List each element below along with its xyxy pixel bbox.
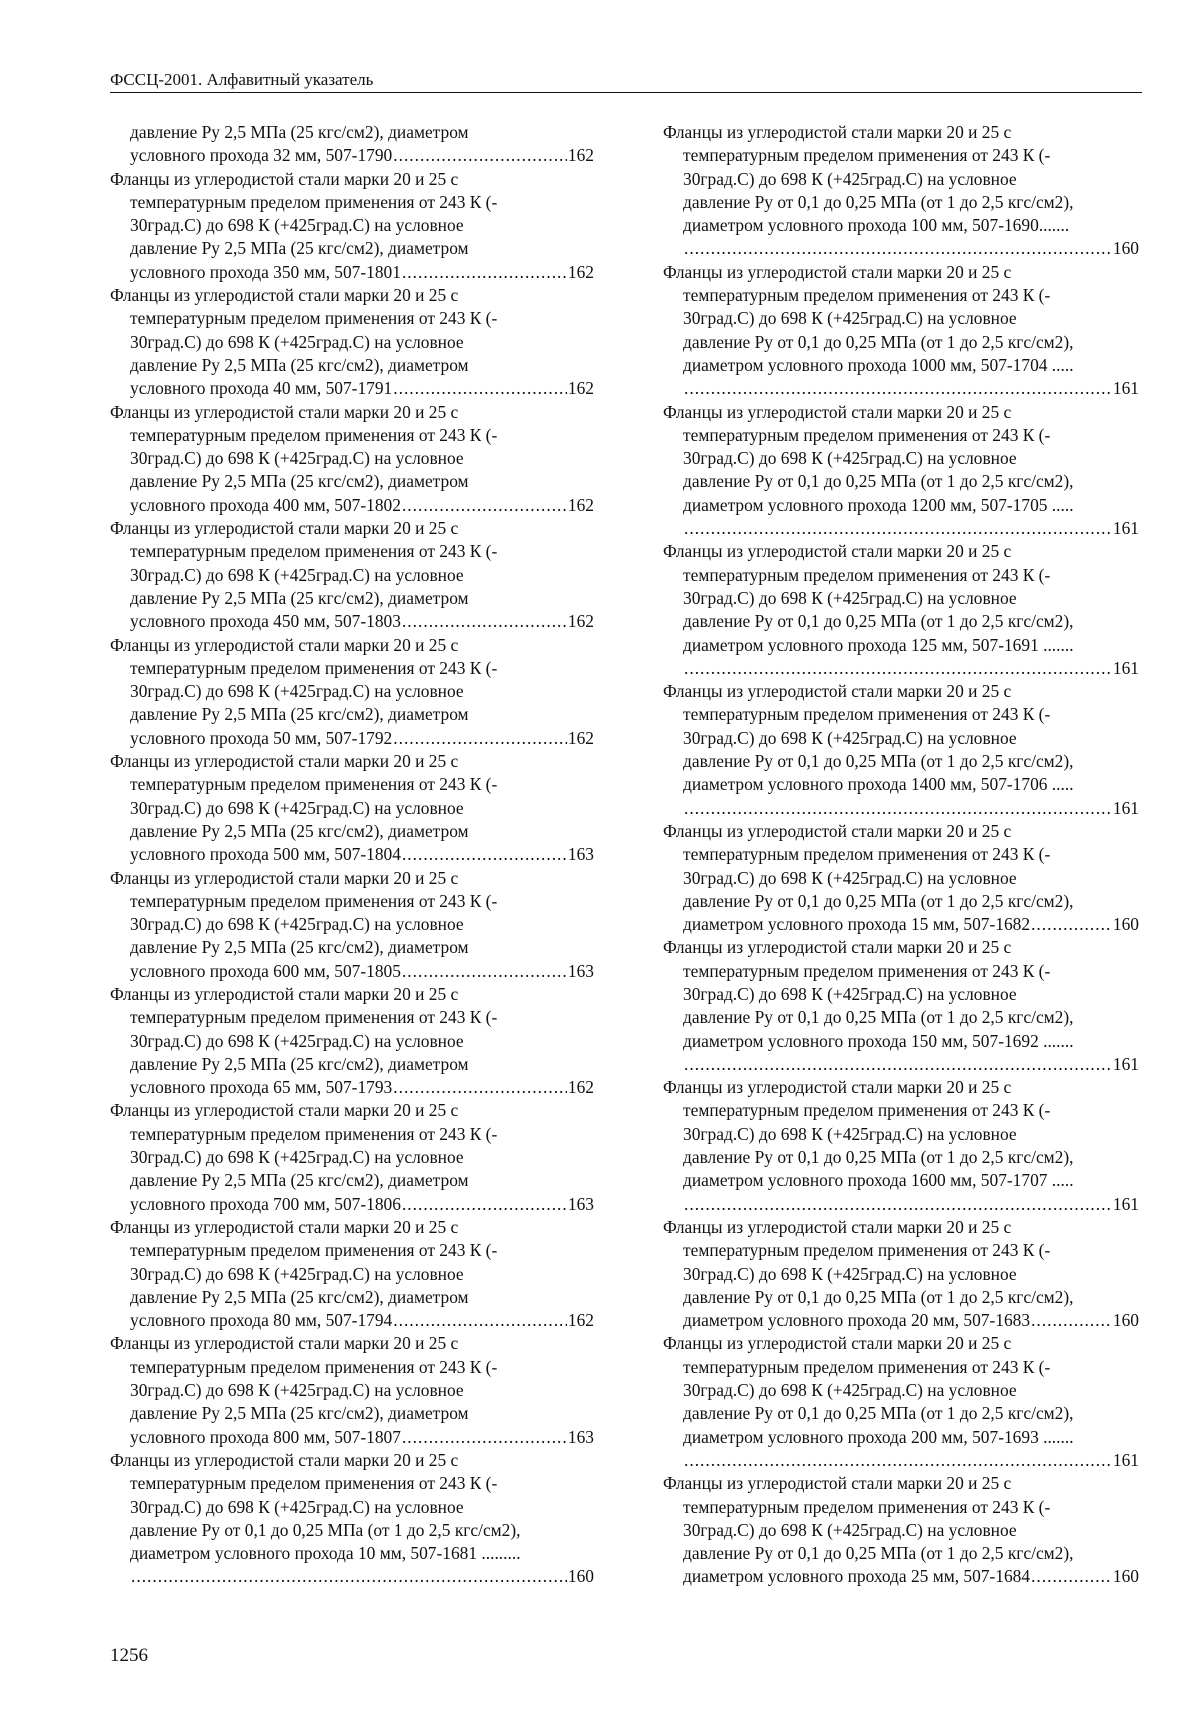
dot-leader (393, 377, 567, 400)
entry-title-line: Фланцы из углеродистой стали марки 20 и 25 с (663, 1216, 1012, 1237)
entry-text-line: 30град.С) до 698 К (+425град.С) на условное (683, 1123, 1017, 1144)
entry-text-line: давление Ру 2,5 МПа (25 кгс/см2), диаметром (130, 471, 469, 492)
entry-title-line: Фланцы из углеродистой стали марки 20 и 25 с (110, 751, 459, 772)
entry-text-line: температурным пределом применения от 243 К (- (683, 1100, 1051, 1121)
entry-text-line: температурным пределом применения от 243 К (- (130, 424, 498, 445)
entry-text-line: температурным пределом применения от 243 К (- (683, 1240, 1051, 1261)
entry-text-line: температурным пределом применения от 243 К (- (130, 541, 498, 562)
entry-text-line: 30град.С) до 698 К (+425град.С) на условное (683, 308, 1017, 329)
entry-page-ref-line (663, 1449, 1139, 1472)
dot-leader (402, 1426, 567, 1449)
entry-page-number: 162 (567, 261, 594, 282)
entry-text-line: 30град.С) до 698 К (+425град.С) на условное (130, 797, 464, 818)
entry-text-line: давление Ру 2,5 МПа (25 кгс/см2), диаметром (130, 1053, 469, 1074)
index-entry (663, 401, 1139, 541)
entry-page-ref-line (110, 494, 594, 517)
entry-text-line: условного прохода 40 мм, 507-1791 (130, 378, 393, 399)
entry-title-line: Фланцы из углеродистой стали марки 20 и 25 с (110, 401, 459, 422)
entry-text-line: давление Ру от 0,1 до 0,25 МПа (от 1 до 2,5 кгс/см2), (130, 1519, 521, 1540)
entry-text-line: давление Ру от 0,1 до 0,25 МПа (от 1 до 2,5 кгс/см2), (683, 471, 1074, 492)
entry-text-line: 30град.С) до 698 К (+425град.С) на условное (130, 1263, 464, 1284)
dot-leader (684, 377, 1112, 400)
dot-leader (684, 797, 1112, 820)
entry-page-ref-line (110, 960, 594, 983)
index-entry (663, 936, 1139, 1076)
entry-page-number: 160 (567, 1566, 594, 1587)
index-entry (110, 1449, 594, 1589)
entry-page-number: 160 (1112, 914, 1139, 935)
entry-text-line: давление Ру 2,5 МПа (25 кгс/см2), диаметром (130, 1170, 469, 1191)
entry-title-line: Фланцы из углеродистой стали марки 20 и 25 с (110, 518, 459, 539)
entry-text-line: температурным пределом применения от 243 К (- (683, 285, 1051, 306)
entry-page-ref-line (110, 610, 594, 633)
entry-title-line: Фланцы из углеродистой стали марки 20 и 25 с (663, 261, 1012, 282)
entry-text-line: условного прохода 350 мм, 507-1801 (130, 261, 401, 282)
index-entry (110, 1332, 594, 1448)
entry-text-line: температурным пределом применения от 243 К (- (683, 564, 1051, 585)
entry-text-line: температурным пределом применения от 243 К (- (130, 191, 498, 212)
entry-text-line: условного прохода 500 мм, 507-1804 (130, 844, 401, 865)
entry-text-line: температурным пределом применения от 243 К (- (683, 844, 1051, 865)
entry-text-line: температурным пределом применения от 243 К (- (683, 704, 1051, 725)
entry-page-number: 161 (1112, 1449, 1139, 1470)
dot-leader (393, 1309, 567, 1332)
entry-text-line: давление Ру от 0,1 до 0,25 МПа (от 1 до 2,5 кгс/см2), (683, 1286, 1074, 1307)
entry-text-line: температурным пределом применения от 243 К (- (130, 1007, 498, 1028)
entry-page-number: 160 (1112, 238, 1139, 259)
entry-text-line: условного прохода 800 мм, 507-1807 (130, 1426, 401, 1447)
entry-text-line: температурным пределом применения от 243 К (- (130, 1473, 498, 1494)
entry-page-number: 162 (567, 611, 594, 632)
entry-page-ref-line (110, 144, 594, 167)
entry-text-line: диаметром условного прохода 1200 мм, 507-1705 ..... (683, 494, 1074, 515)
index-entry (663, 540, 1139, 680)
dot-leader (402, 843, 567, 866)
entry-text-line: температурным пределом применения от 243 К (- (130, 1123, 498, 1144)
index-entry (663, 820, 1139, 936)
entry-text-line: диаметром условного прохода 125 мм, 507-1691 ....... (683, 634, 1074, 655)
entry-text-line: 30град.С) до 698 К (+425град.С) на условное (130, 215, 464, 236)
entry-page-ref-line (663, 913, 1139, 936)
entry-page-ref-line (110, 727, 594, 750)
entry-text-line: давление Ру от 0,1 до 0,25 МПа (от 1 до 2,5 кгс/см2), (683, 751, 1074, 772)
entry-text-line: 30град.С) до 698 К (+425град.С) на условное (130, 448, 464, 469)
entry-page-ref-line (110, 1309, 594, 1332)
entry-text-line: температурным пределом применения от 243 К (- (130, 308, 498, 329)
dot-leader (684, 657, 1112, 680)
entry-page-ref-line (663, 1053, 1139, 1076)
entry-page-number: 161 (1112, 657, 1139, 678)
dot-leader (402, 610, 567, 633)
dot-leader (1031, 913, 1112, 936)
entry-text-line: диаметром условного прохода 150 мм, 507-1692 ....... (683, 1030, 1074, 1051)
index-column-right (663, 121, 1139, 1589)
dot-leader (393, 1076, 567, 1099)
entry-text-line: 30град.С) до 698 К (+425град.С) на условное (130, 914, 464, 935)
entry-page-ref-line (110, 1565, 594, 1588)
entry-text-line: диаметром условного прохода 25 мм, 507-1684 (683, 1566, 1031, 1587)
entry-text-line: условного прохода 600 мм, 507-1805 (130, 960, 401, 981)
entry-text-line: давление Ру 2,5 МПа (25 кгс/см2), диаметром (130, 704, 469, 725)
entry-title-line: Фланцы из углеродистой стали марки 20 и 25 с (663, 122, 1012, 142)
entry-page-ref-line (110, 843, 594, 866)
entry-title-line: Фланцы из углеродистой стали марки 20 и 25 с (663, 820, 1012, 841)
entry-text-line: 30град.С) до 698 К (+425град.С) на условное (130, 681, 464, 702)
index-entry (110, 284, 594, 400)
entry-text-line: условного прохода 400 мм, 507-1802 (130, 494, 401, 515)
index-entry (110, 750, 594, 866)
entry-page-ref-line (663, 377, 1139, 400)
entry-text-line: температурным пределом применения от 243 К (- (683, 1496, 1051, 1517)
entry-text-line: температурным пределом применения от 243 К (- (683, 424, 1051, 445)
entry-page-ref-line (663, 797, 1139, 820)
entry-text-line: давление Ру от 0,1 до 0,25 МПа (от 1 до 2,5 кгс/см2), (683, 1543, 1074, 1564)
entry-page-number: 162 (567, 494, 594, 515)
entry-page-number: 163 (567, 844, 594, 865)
entry-page-number: 162 (567, 145, 594, 166)
entry-text-line: давление Ру 2,5 МПа (25 кгс/см2), диаметром (130, 238, 469, 259)
entry-page-number: 161 (1112, 378, 1139, 399)
entry-page-ref-line (110, 261, 594, 284)
entry-text-line: температурным пределом применения от 243 К (- (683, 145, 1051, 166)
entry-page-number: 161 (1112, 1193, 1139, 1214)
entry-page-ref-line (663, 237, 1139, 260)
entry-page-number: 162 (567, 1310, 594, 1331)
entry-title-line: Фланцы из углеродистой стали марки 20 и 25 с (110, 1100, 459, 1121)
entry-text-line: условного прохода 65 мм, 507-1793 (130, 1077, 393, 1098)
dot-leader (393, 144, 567, 167)
index-entry (110, 634, 594, 750)
entry-page-number: 163 (567, 960, 594, 981)
entry-page-ref-line (110, 1426, 594, 1449)
entry-page-number: 161 (1112, 518, 1139, 539)
dot-leader (402, 1193, 567, 1216)
index-entry (110, 1099, 594, 1215)
index-entry (663, 1332, 1139, 1472)
index-entry (663, 261, 1139, 401)
entry-text-line: давление Ру 2,5 МПа (25 кгс/см2), диаметром (130, 937, 469, 958)
index-entry (110, 168, 594, 284)
entry-text-line: 30град.С) до 698 К (+425град.С) на условное (683, 983, 1017, 1004)
entry-title-line: Фланцы из углеродистой стали марки 20 и 25 с (110, 634, 459, 655)
dot-leader (684, 1449, 1112, 1472)
entry-title-line: Фланцы из углеродистой стали марки 20 и 25 с (110, 1449, 459, 1470)
entry-text-line: 30град.С) до 698 К (+425град.С) на условное (683, 448, 1017, 469)
entry-text-line: температурным пределом применения от 243 К (- (683, 1356, 1051, 1377)
entry-title-line: Фланцы из углеродистой стали марки 20 и 25 с (110, 168, 459, 189)
entry-page-ref-line (663, 1309, 1139, 1332)
index-entry (110, 121, 594, 168)
entry-text-line: давление Ру от 0,1 до 0,25 МПа (от 1 до 2,5 кгс/см2), (683, 191, 1074, 212)
entry-page-number: 162 (567, 727, 594, 748)
entry-text-line: температурным пределом применения от 243 К (- (130, 1356, 498, 1377)
index-entry (110, 1216, 594, 1332)
entry-text-line: диаметром условного прохода 1000 мм, 507-1704 ..... (683, 354, 1074, 375)
entry-text-line: давление Ру 2,5 МПа (25 кгс/см2), диаметром (130, 587, 469, 608)
dot-leader (402, 494, 567, 517)
entry-text-line: диаметром условного прохода 200 мм, 507-1693 ....... (683, 1426, 1074, 1447)
entry-text-line: условного прохода 80 мм, 507-1794 (130, 1310, 393, 1331)
dot-leader (393, 727, 567, 750)
entry-text-line: 30град.С) до 698 К (+425град.С) на условное (130, 331, 464, 352)
entry-page-number: 162 (567, 378, 594, 399)
entry-page-number: 161 (1112, 1053, 1139, 1074)
entry-title-line: Фланцы из углеродистой стали марки 20 и 25 с (663, 937, 1012, 958)
entry-page-number: 162 (567, 1077, 594, 1098)
dot-leader (684, 1193, 1112, 1216)
entry-text-line: 30град.С) до 698 К (+425град.С) на условное (683, 168, 1017, 189)
index-entry (663, 121, 1139, 261)
entry-text-line: температурным пределом применения от 243 К (- (683, 960, 1051, 981)
page-header (110, 70, 1142, 93)
entry-text-line: 30град.С) до 698 К (+425град.С) на условное (683, 1519, 1017, 1540)
entry-page-ref-line (663, 1193, 1139, 1216)
entry-page-number: 163 (567, 1426, 594, 1447)
entry-page-ref-line (110, 377, 594, 400)
entry-text-line: диаметром условного прохода 10 мм, 507-1681 ......... (130, 1543, 521, 1564)
dot-leader (684, 517, 1112, 540)
dot-leader (1031, 1309, 1112, 1332)
dot-leader (131, 1565, 567, 1588)
entry-text-line: 30град.С) до 698 К (+425град.С) на условное (130, 1496, 464, 1517)
entry-text-line: 30град.С) до 698 К (+425град.С) на условное (683, 867, 1017, 888)
entry-title-line: Фланцы из углеродистой стали марки 20 и 25 с (663, 541, 1012, 562)
entry-title-line: Фланцы из углеродистой стали марки 20 и 25 с (663, 1077, 1012, 1098)
entry-text-line: давление Ру от 0,1 до 0,25 МПа (от 1 до 2,5 кгс/см2), (683, 1147, 1074, 1168)
entry-text-line: давление Ру 2,5 МПа (25 кгс/см2), диаметром (130, 122, 469, 142)
entry-page-number: 163 (567, 1193, 594, 1214)
header-title: ФССЦ-2001. Алфавитный указатель (110, 70, 374, 89)
entry-page-ref-line (110, 1193, 594, 1216)
entry-title-line: Фланцы из углеродистой стали марки 20 и 25 с (110, 285, 459, 306)
dot-leader (684, 1053, 1112, 1076)
entry-text-line: температурным пределом применения от 243 К (- (130, 774, 498, 795)
entry-text-line: диаметром условного прохода 20 мм, 507-1683 (683, 1310, 1031, 1331)
entry-title-line: Фланцы из углеродистой стали марки 20 и 25 с (663, 1473, 1012, 1494)
dot-leader (1031, 1565, 1112, 1588)
entry-text-line: 30град.С) до 698 К (+425град.С) на условное (683, 1263, 1017, 1284)
entry-title-line: Фланцы из углеродистой стали марки 20 и 25 с (663, 401, 1012, 422)
dot-leader (402, 960, 567, 983)
index-entry (110, 983, 594, 1099)
entry-text-line: 30град.С) до 698 К (+425град.С) на условное (130, 1380, 464, 1401)
dot-leader (402, 261, 567, 284)
entry-text-line: температурным пределом применения от 243 К (- (130, 1240, 498, 1261)
entry-text-line: температурным пределом применения от 243 К (- (130, 657, 498, 678)
entry-text-line: условного прохода 32 мм, 507-1790 (130, 145, 393, 166)
entry-text-line: 30град.С) до 698 К (+425град.С) на условное (683, 1380, 1017, 1401)
index-entry (110, 867, 594, 983)
entry-text-line: давление Ру 2,5 МПа (25 кгс/см2), диаметром (130, 820, 469, 841)
index-entry (663, 1076, 1139, 1216)
entry-text-line: условного прохода 700 мм, 507-1806 (130, 1193, 401, 1214)
entry-page-ref-line (663, 657, 1139, 680)
entry-text-line: диаметром условного прохода 1600 мм, 507-1707 ..... (683, 1170, 1074, 1191)
entry-page-ref-line (663, 517, 1139, 540)
entry-page-number: 161 (1112, 797, 1139, 818)
entry-text-line: 30град.С) до 698 К (+425град.С) на условное (130, 564, 464, 585)
entry-text-line: диаметром условного прохода 100 мм, 507-1690....... (683, 215, 1070, 236)
entry-title-line: Фланцы из углеродистой стали марки 20 и 25 с (110, 867, 459, 888)
index-entry (110, 401, 594, 517)
entry-title-line: Фланцы из углеродистой стали марки 20 и 25 с (663, 1333, 1012, 1354)
entry-text-line: 30град.С) до 698 К (+425град.С) на условное (130, 1147, 464, 1168)
entry-page-number: 160 (1112, 1566, 1139, 1587)
index-entry (663, 680, 1139, 820)
entry-page-number: 160 (1112, 1310, 1139, 1331)
index-column-left (110, 121, 594, 1589)
index-entry (110, 517, 594, 633)
entry-text-line: давление Ру от 0,1 до 0,25 МПа (от 1 до 2,5 кгс/см2), (683, 1007, 1074, 1028)
entry-text-line: давление Ру от 0,1 до 0,25 МПа (от 1 до 2,5 кгс/см2), (683, 331, 1074, 352)
entry-text-line: условного прохода 50 мм, 507-1792 (130, 727, 393, 748)
entry-text-line: 30град.С) до 698 К (+425град.С) на условное (130, 1030, 464, 1051)
entry-text-line: давление Ру 2,5 МПа (25 кгс/см2), диаметром (130, 354, 469, 375)
entry-text-line: диаметром условного прохода 1400 мм, 507-1706 ..... (683, 774, 1074, 795)
entry-page-ref-line (663, 1565, 1139, 1588)
entry-text-line: 30град.С) до 698 К (+425град.С) на условное (683, 587, 1017, 608)
entry-text-line: температурным пределом применения от 243 К (- (130, 890, 498, 911)
entry-title-line: Фланцы из углеродистой стали марки 20 и 25 с (110, 1216, 459, 1237)
entry-page-ref-line (110, 1076, 594, 1099)
entry-text-line: давление Ру 2,5 МПа (25 кгс/см2), диаметром (130, 1286, 469, 1307)
entry-text-line: давление Ру от 0,1 до 0,25 МПа (от 1 до 2,5 кгс/см2), (683, 890, 1074, 911)
entry-text-line: давление Ру от 0,1 до 0,25 МПа (от 1 до 2,5 кгс/см2), (683, 611, 1074, 632)
entry-text-line: 30град.С) до 698 К (+425град.С) на условное (683, 727, 1017, 748)
entry-text-line: давление Ру от 0,1 до 0,25 МПа (от 1 до 2,5 кгс/см2), (683, 1403, 1074, 1424)
index-entry (663, 1216, 1139, 1332)
entry-title-line: Фланцы из углеродистой стали марки 20 и 25 с (663, 681, 1012, 702)
dot-leader (684, 237, 1112, 260)
entry-text-line: давление Ру 2,5 МПа (25 кгс/см2), диаметром (130, 1403, 469, 1424)
page-number: 1256 (110, 1645, 148, 1666)
entry-title-line: Фланцы из углеродистой стали марки 20 и 25 с (110, 1333, 459, 1354)
index-entry (663, 1472, 1139, 1588)
entry-text-line: условного прохода 450 мм, 507-1803 (130, 611, 401, 632)
entry-text-line: диаметром условного прохода 15 мм, 507-1682 (683, 914, 1031, 935)
entry-title-line: Фланцы из углеродистой стали марки 20 и 25 с (110, 983, 459, 1004)
